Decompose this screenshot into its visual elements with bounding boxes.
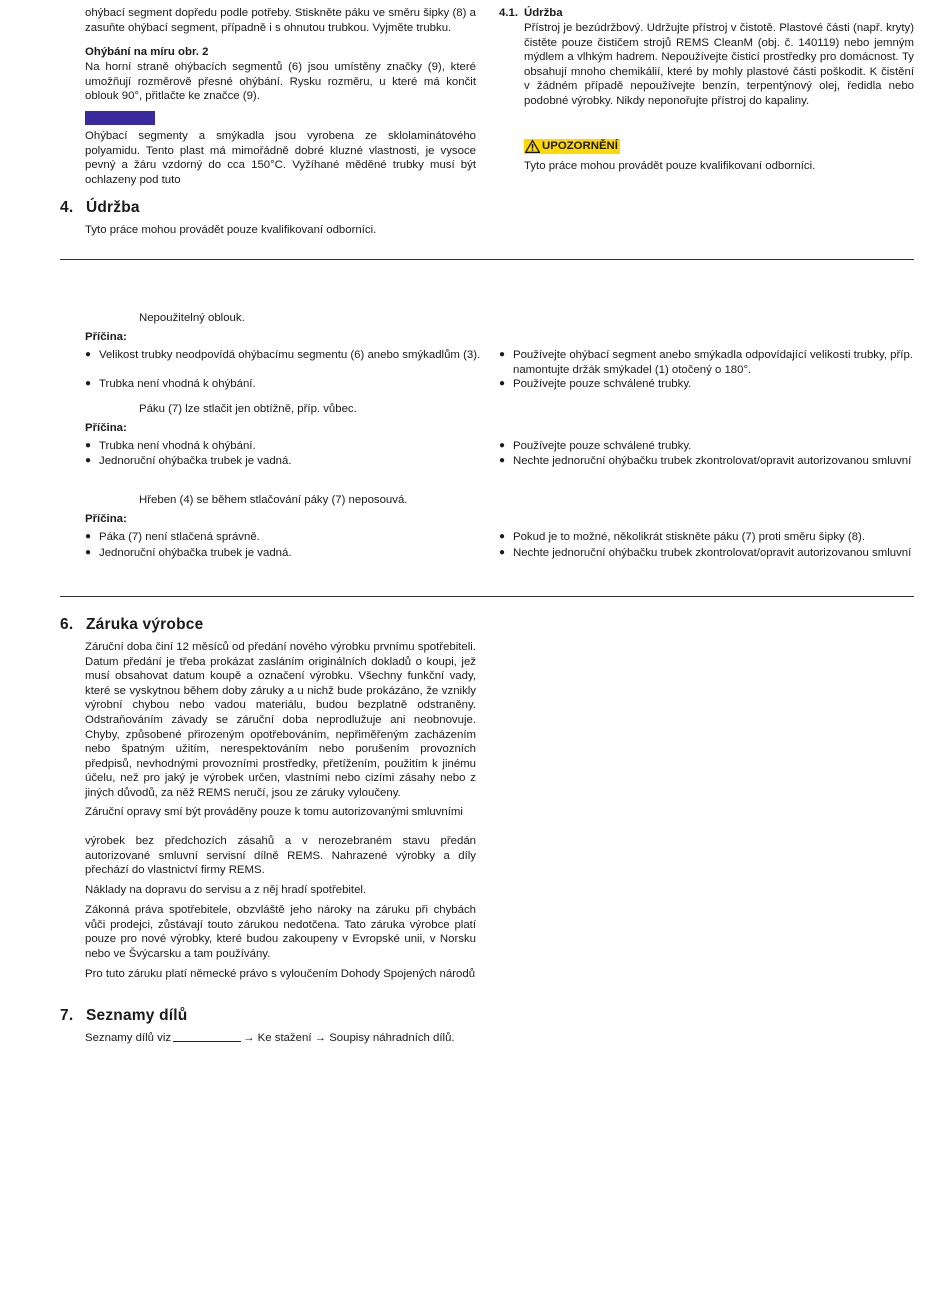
divider-top bbox=[60, 259, 914, 260]
warranty-p4: Náklady na dopravu do servisu a z něj hradí spotřebitel. bbox=[85, 884, 367, 896]
section-7-title: Seznamy dílů bbox=[86, 1007, 188, 1024]
warning-label: UPOZORNĚNÍ bbox=[542, 140, 618, 152]
parts-list-text bbox=[85, 1031, 685, 1046]
cause-label-1: Příčina: bbox=[85, 331, 127, 343]
section-4-text: Tyto práce mohou provádět pouze kvalifikovaní odborníci. bbox=[85, 224, 377, 236]
section-4-title: Údržba bbox=[86, 199, 140, 216]
section-6-title: Záruka výrobce bbox=[86, 616, 204, 633]
warranty-p6: Pro tuto záruku platí německé právo s vyloučením Dohody Spojených národů bbox=[85, 968, 476, 980]
section-4-1-title: Údržba bbox=[524, 7, 563, 19]
remedy-2-2: ● Nechte jednoruční ohýbačku trubek zkontrolovat/opravit autorizovanou smluvní bbox=[499, 454, 914, 469]
cause-1-2: ● Trubka není vhodná k ohýbání. bbox=[85, 377, 494, 392]
section-4-1-number: 4.1. bbox=[499, 7, 518, 19]
warning-badge bbox=[524, 139, 620, 154]
redacted-bar bbox=[85, 111, 155, 125]
parts-list-text-before: Seznamy dílů viz bbox=[85, 1032, 172, 1044]
section-6-number: 6. bbox=[60, 616, 74, 633]
problem-2: Páku (7) lze stlačit jen obtížně, příp. vůbec. bbox=[139, 403, 357, 415]
cause-1-1: ● Velikost trubky neodpovídá ohýbacímu segmentu (6) anebo smýkadlům (3). bbox=[85, 348, 494, 363]
intro-paragraph: ohýbací segment dopředu podle potřeby. Stiskněte páku ve směru šipky (8) a zasuňte ohýbací segment, případně i s ohnutou trubkou. Vyjměte trubku. bbox=[85, 7, 476, 34]
cause-2-2: ● Jednoruční ohýbačka trubek je vadná. bbox=[85, 454, 494, 469]
warranty-p3: výrobek bez předchozích zásahů a v nerozebraném stavu předán autorizované smluvní servisní dílně REMS. Nahrazené výrobky a díly přechází do vlastnictví firmy REMS. bbox=[85, 835, 476, 877]
section-7-number: 7. bbox=[60, 1007, 74, 1024]
remedy-1-1: ● Používejte ohýbací segment anebo smýkadla odpovídající velikosti trubky, příp. namontujte držák smýkadel (1) otočený o 180°. bbox=[499, 348, 915, 377]
section-4-heading bbox=[60, 199, 140, 217]
warranty-p5: Zákonná práva spotřebitele, obzvláště jeho nároky na záruku při chybách vůči prodejci, zůstávají touto zárukou nedotčena. Tato záruka výrobce platí pouze pro nové výrobky, které budou zakoupeny v Evropské unii, v Norsku nebo ve Švýcarsku a tam používány. bbox=[85, 904, 476, 960]
remedy-3-1: ● Pokud je to možné, několikrát stiskněte páku (7) proti směru šipky (8). bbox=[499, 530, 915, 545]
cause-label-3: Příčina: bbox=[85, 513, 127, 525]
bending-to-size-text: Na horní straně ohýbacích segmentů (6) jsou umístěny značky (9), které umožňují rozměrově přesné ohýbání. Rysku rozměru, u které má končit oblouk 90°, přitlačte ke značce (9). bbox=[85, 61, 476, 103]
warranty-p1: Záruční doba činí 12 měsíců od předání nového výrobku prvnímu spotřebiteli. Datum předání je třeba prokázat zasláním originálních dokladů o koupi, jež musí obsahovat datum koupě a označení výrobku. Všechny funkční vady, které se vyskytnou během doby záruky a u nichž bude prokázáno, že vznikly výrobní chybou nebo vadou materiálu, budou bezplatně odstraněny. Odstraňováním závady se záruční doba neprodlužuje ani neobnovuje. Chyby, způsobené přirozeným opotřebováním, nepřiměřeným zacházením nebo špatným užitím, nerespektováním nebo porušením provozních předpisů, nevhodnými provozními prostředky, přetížením, použitím k jinému účelu, než pro jaký je výrobek určen, vlastními nebo cizími zásahy nebo z jiných důvodů, za něž REMS neručí, jsou ze záruky vyloučeny. bbox=[85, 641, 476, 799]
cause-2-1: ● Trubka není vhodná k ohýbání. bbox=[85, 439, 494, 454]
section-7-heading bbox=[60, 1007, 187, 1025]
bending-to-size-heading: Ohýbání na míru obr. 2 bbox=[85, 46, 209, 58]
remedy-2-1: ● Používejte pouze schválené trubky. bbox=[499, 439, 915, 454]
section-6-heading bbox=[60, 616, 203, 634]
remedy-1-2: ● Používejte pouze schválené trubky. bbox=[499, 377, 915, 392]
warranty-p2: Záruční opravy smí být prováděny pouze k tomu autorizovanými smluvními bbox=[85, 806, 463, 818]
cause-3-2: ● Jednoruční ohýbačka trubek je vadná. bbox=[85, 546, 494, 561]
parts-list-text-after: → Ke stažení → Soupisy náhradních dílů. bbox=[243, 1032, 455, 1044]
remedy-3-2: ● Nechte jednoruční ohýbačku trubek zkontrolovat/opravit autorizovanou smluvní bbox=[499, 546, 914, 561]
warning-triangle-icon bbox=[525, 140, 540, 153]
section-4-number: 4. bbox=[60, 199, 74, 216]
cause-3-1: ● Páka (7) není stlačená správně. bbox=[85, 530, 494, 545]
cause-label-2: Příčina: bbox=[85, 422, 127, 434]
divider-bottom bbox=[60, 596, 914, 597]
warning-text: Tyto práce mohou provádět pouze kvalifikovaní odborníci. bbox=[524, 160, 816, 172]
problem-1: Nepoužitelný oblouk. bbox=[139, 312, 245, 324]
material-text: Ohýbací segmenty a smýkadla jsou vyrobena ze sklolaminátového polyamidu. Tento plast má mimořádně dobré kluzné vlastnosti, je vysoce pevný a žáru vzdorný do cca 150°C. Vyžíhané měděné trubky musí být ochlazeny pod tuto bbox=[85, 130, 476, 186]
url-blank bbox=[173, 1031, 241, 1042]
problem-3: Hřeben (4) se během stlačování páky (7) neposouvá. bbox=[139, 494, 408, 506]
maintenance-text: Přístroj je bezúdržbový. Udržujte přístroj v čistotě. Plastové části (např. kryty) čistěte pouze čističem strojů REMS CleanM (obj. č. 140119) nebo jemným mýdlem a vlhkým hadrem. Nepoužívejte čisticí prostředky pro domácnost. Ty obsahují mnoho chemikálií, které by mohly plastové části poškodit. K čistění v žádném případě nepoužívejte benzín, terpentýnový olej, ředidla nebo podobné výrobky. Nikdy neponořujte přístroj do kapaliny. bbox=[524, 22, 914, 107]
